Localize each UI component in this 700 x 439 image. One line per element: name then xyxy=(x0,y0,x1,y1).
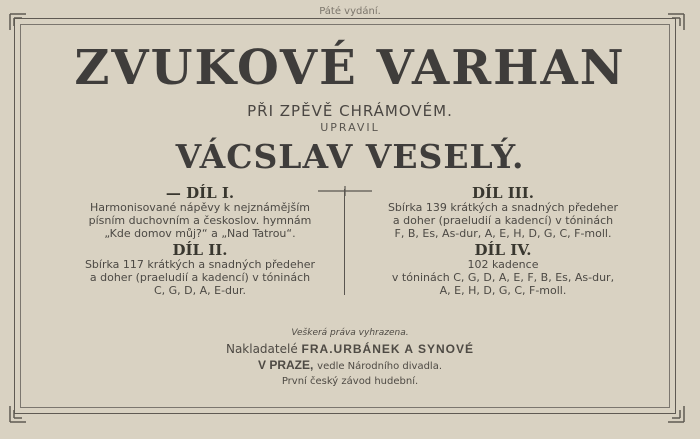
publisher-city: V PRAZE, xyxy=(257,358,314,372)
part-iv-line-2: v tóninách C, G, D, A, E, F, B, Es, As-dur, xyxy=(391,271,615,284)
part-ii-line-2: a doher (praeludií a kadencí) v tóninách xyxy=(89,271,311,284)
parts-left-column xyxy=(55,184,345,301)
part-iv-line-3: A, E, H, D, G, C, F-moll. xyxy=(439,284,567,297)
part-iii-line-3: F, B, Es, As-dur, A, E, H, D, G, C, F-moll. xyxy=(394,227,612,240)
rights-notice: Veškerá práva vyhrazena. xyxy=(291,328,409,338)
edition-label: Páté vydání. xyxy=(319,6,381,17)
part-i-line-2: písním duchovním a českoslov. hymnám xyxy=(88,214,312,227)
part-i-line-3: „Kde domov můj?“ a „Nad Tatrou“. xyxy=(104,227,296,240)
corner-ornament-bottom-right xyxy=(648,386,688,426)
publisher-prefix: Nakladatelé xyxy=(225,342,298,356)
column-divider xyxy=(344,189,345,295)
part-iv-description xyxy=(358,258,648,297)
part-iv-line-1: 102 kadence xyxy=(467,258,539,271)
publisher-city-line xyxy=(0,357,700,375)
book-title: ZVUKOVÉ VARHAN xyxy=(74,40,626,96)
edited-by-label: UPRAVIL xyxy=(320,121,380,134)
part-i-description xyxy=(55,201,345,240)
publisher-footer xyxy=(0,328,700,389)
corner-ornament-bottom-left xyxy=(6,386,46,426)
author-name: VÁCSLAV VESELÝ. xyxy=(175,137,525,176)
publisher-name: FRA.URBÁNEK A SYNOVÉ xyxy=(301,342,475,356)
part-iii-line-1: Sbírka 139 krátkých a snadných předeher xyxy=(387,201,619,214)
part-iv-label: DÍL IV. xyxy=(474,241,532,259)
part-ii-description xyxy=(55,258,345,297)
book-subtitle: PŘI ZPĚVĚ CHRÁMOVÉM. xyxy=(247,102,453,120)
part-ii-line-1: Sbírka 117 krátkých a snadných předeher xyxy=(84,258,316,271)
parts-right-column xyxy=(358,184,648,301)
publisher-address: vedle Národního divadla. xyxy=(317,361,443,372)
publisher-line xyxy=(0,341,700,357)
part-iii-label: DÍL III. xyxy=(471,184,535,202)
part-ii-line-3: C, G, D, A, E-dur. xyxy=(153,284,247,297)
part-i-line-1: Harmonisované nápěvy k nejznámějším xyxy=(90,201,310,214)
part-ii-label: DÍL II. xyxy=(172,241,228,259)
publisher-note: První český závod hudební. xyxy=(281,376,419,387)
part-i-label: — DÍL I. xyxy=(165,184,235,202)
part-iii-line-2: a doher (praeludií a kadencí) v tóninách xyxy=(392,214,614,227)
part-iii-description xyxy=(358,201,648,240)
